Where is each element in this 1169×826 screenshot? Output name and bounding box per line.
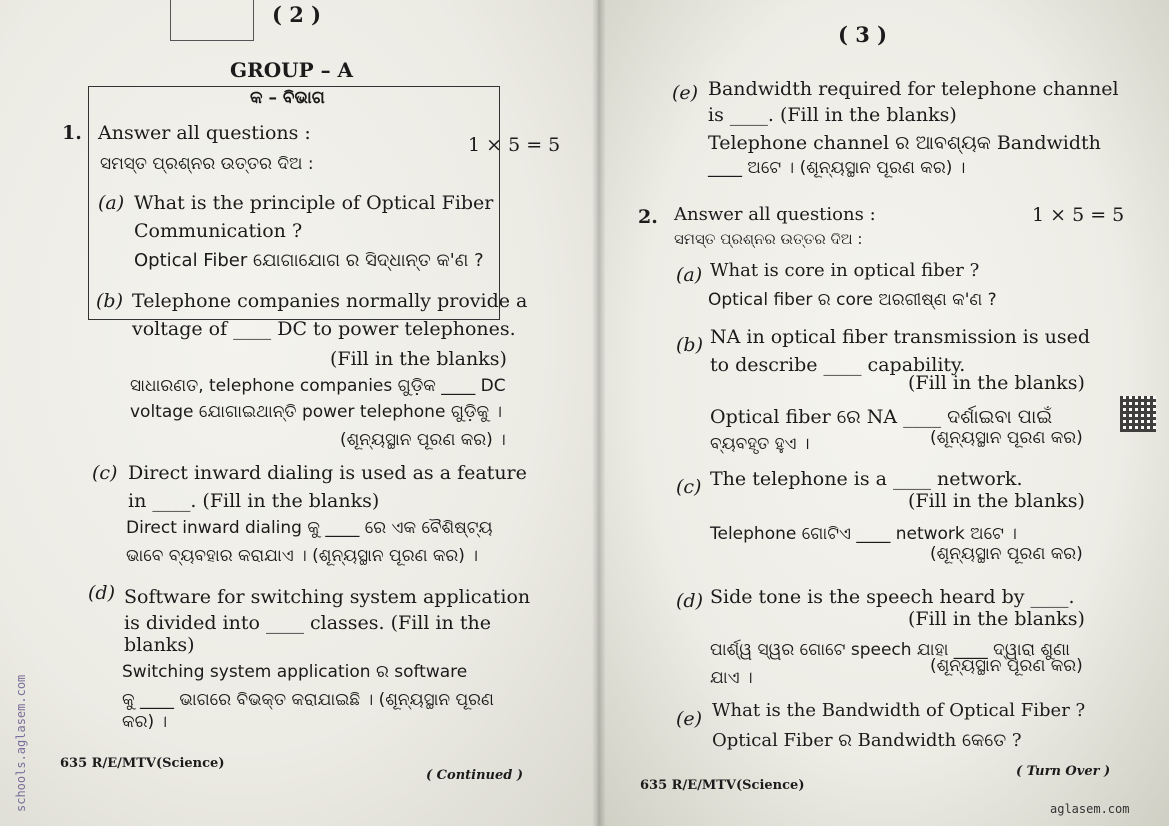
q2b-odia1: Optical fiber ରେ NA ____ ଦର୍ଶାଇବା ପାଇଁ [710, 406, 1053, 428]
q1-instruction-odia: ସମସ୍ତ ପ୍ରଶ୍ନର ଉତ୍ତର ଦିଅ : [100, 154, 314, 174]
q2a-label: (a) [676, 264, 703, 286]
q2d-odia1: ପାର୍ଶ୍ୱ ସ୍ୱର ଗୋଟେ speech ଯାହା ____ ଦ୍ୱାରା ଶୁଣା [710, 640, 1070, 660]
side-watermark: schools.aglasem.com [14, 674, 28, 812]
q1e-label: (e) [672, 82, 699, 104]
q1b-odia1: ସାଧାରଣତ, telephone companies ଗୁଡ଼ିକ ____ DC [130, 376, 506, 396]
q1e-line1: Bandwidth required for telephone channel [708, 78, 1119, 100]
q1d-line2: is divided into ____ classes. (Fill in the [124, 612, 491, 634]
turn-over-label: ( Turn Over ) [1016, 764, 1111, 779]
top-corner-box [170, 0, 254, 41]
q2a-odia: Optical fiber ର core ଅରଗୀଷ୍ଣ କ'ଣ ? [708, 290, 997, 310]
q1a-odia: Optical Fiber ଯୋଗାଯୋଗ ର ସିଦ୍ଧାନ୍ତ କ'ଣ ? [134, 250, 484, 271]
q2e-odia: Optical Fiber ର Bandwidth କେତେ ? [712, 730, 1022, 751]
group-subtitle: କ – ବିଭାଗ [250, 88, 325, 108]
q2c-line1: The telephone is a ____ network. [710, 468, 1023, 490]
q2-instruction: Answer all questions : [674, 204, 876, 225]
q2c-odia2: (ଶୂନ୍ୟସ୍ଥାନ ପୂରଣ କର) [930, 544, 1083, 564]
q2c-label: (c) [676, 476, 702, 498]
page-number-right: ( 3 ) [838, 22, 888, 47]
q1b-odia3: (ଶୂନ୍ୟସ୍ଥାନ ପୂରଣ କର) । [340, 430, 506, 450]
corner-watermark: aglasem.com [1050, 802, 1130, 816]
q2a-line1: What is core in optical fiber ? [710, 260, 980, 281]
q2-number: 2. [638, 206, 658, 228]
q1-number: 1. [62, 122, 82, 144]
q1c-line1: Direct inward dialing is used as a feature [128, 462, 527, 484]
q2d-line2: (Fill in the blanks) [908, 608, 1085, 630]
q1a-label: (a) [98, 192, 125, 214]
page-number-left: ( 2 ) [272, 2, 322, 27]
q1c-odia2: ଭାବେ ବ୍ୟବହାର କରାଯାଏ । (ଶୂନ୍ୟସ୍ଥାନ ପୂରଣ କର) । [126, 546, 478, 566]
q1a-line2: Communication ? [134, 220, 303, 242]
q2b-odia3: (ଶୂନ୍ୟସ୍ଥାନ ପୂରଣ କର) [930, 428, 1083, 448]
q2b-odia2: ବ୍ୟବହୃତ ହୁଏ । [710, 434, 810, 454]
q2d-label: (d) [676, 590, 703, 612]
continued-label: ( Continued ) [426, 768, 524, 783]
q2b-line1: NA in optical fiber transmission is used [710, 326, 1091, 348]
q1c-odia1: Direct inward dialing କୁ ____ ରେ ଏକ ବୈଶିଷ୍ଟ୍ୟ [126, 518, 493, 538]
q1e-line2: is ____. (Fill in the blanks) [708, 104, 957, 126]
q2b-line3: (Fill in the blanks) [908, 372, 1085, 394]
q1b-line3: (Fill in the blanks) [330, 348, 507, 370]
q2-instruction-odia: ସମସ୍ତ ପ୍ରଶ୍ନର ଉତ୍ତର ଦିଅ : [674, 230, 863, 248]
q1a-line1: What is the principle of Optical Fiber [134, 192, 494, 214]
q2e-label: (e) [676, 708, 703, 730]
q1e-odia1: Telephone channel ର ଆବଶ୍ୟକ Bandwidth [708, 132, 1101, 154]
q1-marks: 1 × 5 = 5 [468, 134, 561, 156]
q1d-odia3: କର) । [122, 712, 168, 732]
q1b-line2: voltage of ____ DC to power telephones. [132, 318, 516, 340]
q2c-odia1: Telephone ଗୋଟିଏ ____ network ଅଟେ । [710, 524, 1017, 544]
q2d-odia2: ଯାଏ । [710, 668, 753, 688]
q1b-line1: Telephone companies normally provide a [132, 290, 528, 312]
footer-code-left: 635 R/E/MTV(Science) [60, 756, 225, 771]
q2-marks: 1 × 5 = 5 [1032, 204, 1125, 226]
q1d-line1: Software for switching system application [124, 586, 531, 608]
group-title: GROUP – A [230, 58, 354, 82]
q1b-odia2: voltage ଯୋଗାଇଥାନ୍ତି power telephone ଗୁଡ଼ିକୁ । [130, 402, 503, 422]
q2d-odia3: (ଶୂନ୍ୟସ୍ଥାନ ପୂରଣ କର) [930, 656, 1083, 676]
qr-code-icon [1120, 396, 1156, 432]
book-gutter [592, 0, 606, 826]
q1-instruction: Answer all questions : [98, 122, 311, 144]
q1d-line3: blanks) [124, 634, 195, 656]
q2c-line2: (Fill in the blanks) [908, 490, 1085, 512]
q2e-line1: What is the Bandwidth of Optical Fiber ? [712, 700, 1086, 721]
footer-code-right: 635 R/E/MTV(Science) [640, 778, 805, 793]
q1b-label: (b) [96, 290, 123, 312]
q1c-line2: in ____. (Fill in the blanks) [128, 490, 380, 512]
q1e-odia2: ____ ଅଟେ । (ଶୂନ୍ୟସ୍ଥାନ ପୂରଣ କର) । [708, 158, 966, 178]
q2d-line1: Side tone is the speech heard by ____. [710, 586, 1075, 608]
q1c-label: (c) [92, 462, 118, 484]
q1d-label: (d) [88, 582, 115, 604]
q2b-label: (b) [676, 334, 703, 356]
q1d-odia2: କୁ ____ ଭାଗରେ ବିଭକ୍ତ କରାଯାଇଛି । (ଶୂନ୍ୟସ୍ଥାନ ପୂରଣ [122, 690, 494, 710]
q1d-odia1: Switching system application ର software [122, 662, 468, 682]
q2b-line2: to describe ____ capability. [710, 354, 966, 376]
